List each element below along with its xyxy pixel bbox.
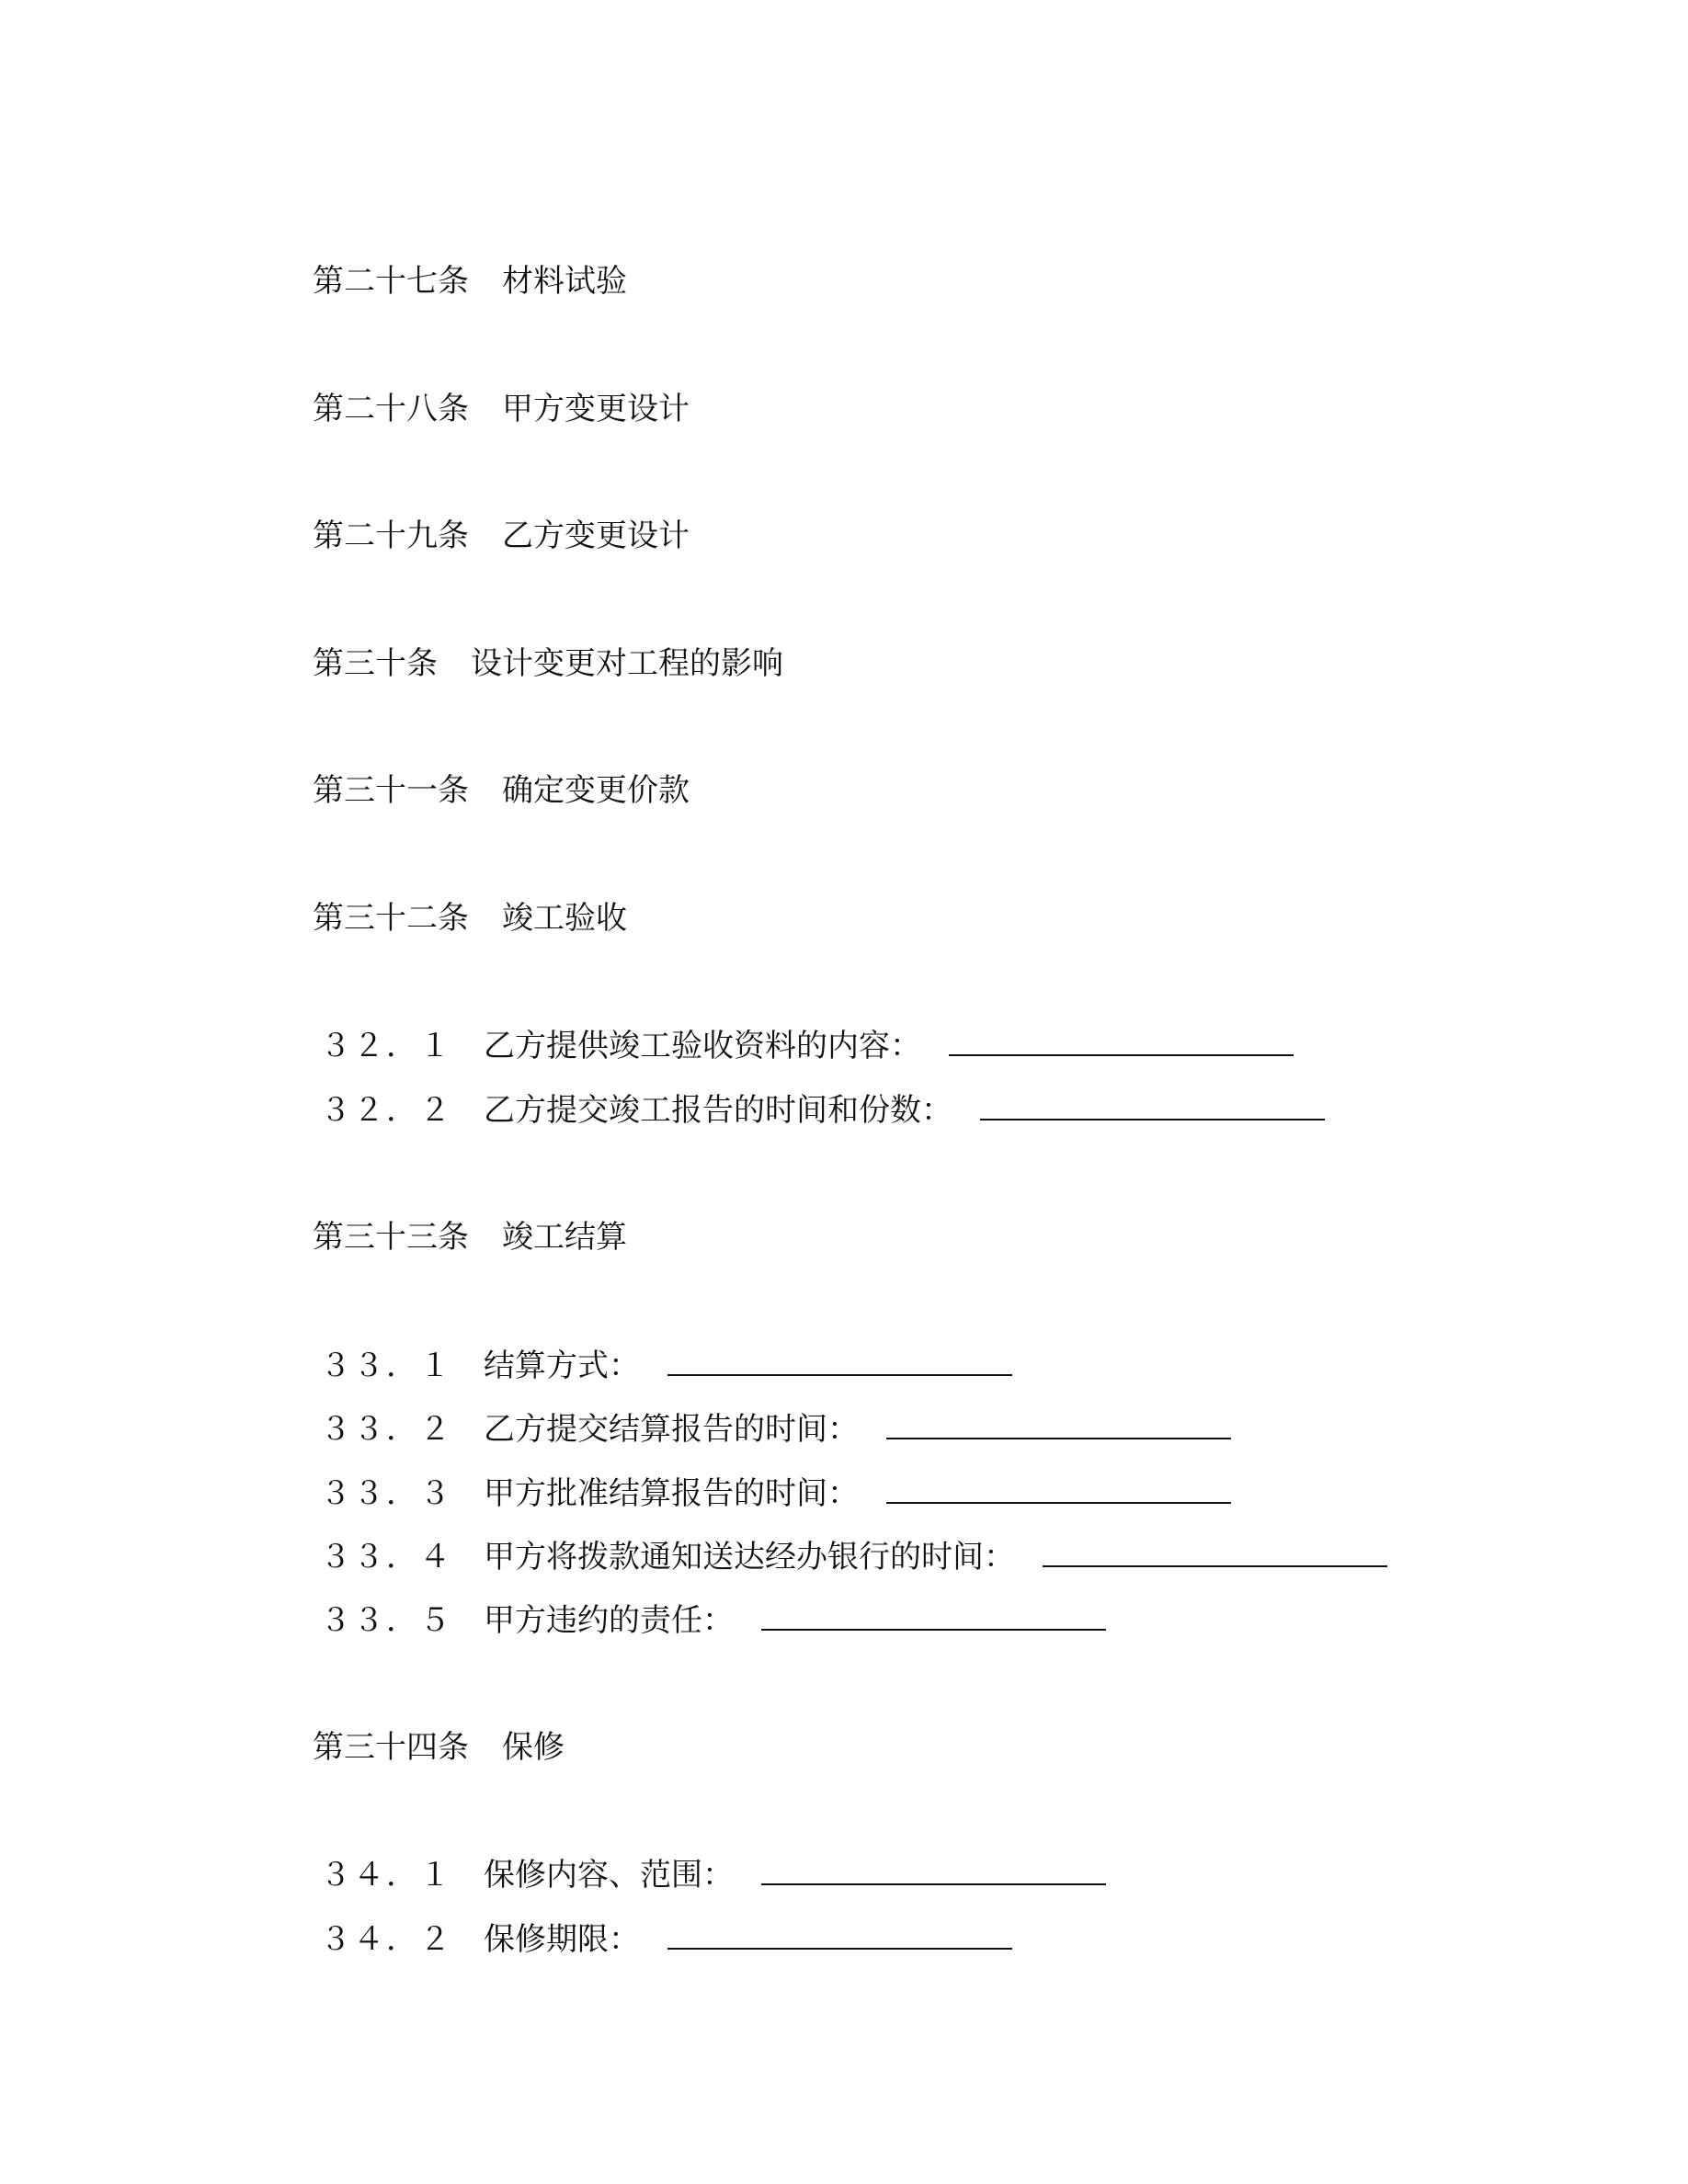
section-number: 第三十二条 — [313, 900, 469, 937]
section-number: 第三十条 — [313, 645, 438, 682]
section-number: 第三十一条 — [313, 772, 469, 809]
fill-in-blank[interactable] — [667, 1347, 1012, 1376]
fill-in-blank[interactable] — [667, 1920, 1012, 1950]
section-number: 第三十三条 — [313, 1219, 469, 1256]
item-number: ３３．４ — [320, 1539, 452, 1575]
list-item — [313, 1091, 1325, 1129]
list-item — [313, 1920, 1012, 1958]
section-heading — [313, 518, 690, 554]
list-item — [313, 1347, 1012, 1384]
section-number: 第二十八条 — [313, 391, 469, 427]
item-number: ３２．１ — [320, 1028, 452, 1064]
item-label: 乙方提交结算报告的时间： — [484, 1411, 859, 1448]
list-item — [313, 1474, 1231, 1512]
item-number: ３３．３ — [320, 1475, 452, 1512]
section-title: 竣工验收 — [502, 900, 627, 937]
section-number: 第三十四条 — [313, 1729, 469, 1766]
section-heading — [313, 391, 690, 427]
fill-in-blank[interactable] — [1043, 1538, 1387, 1567]
item-number: ３４．１ — [320, 1857, 452, 1894]
section-title: 设计变更对工程的影响 — [471, 645, 783, 682]
section-heading — [313, 263, 627, 300]
section-heading — [313, 900, 627, 937]
section-title: 甲方变更设计 — [502, 391, 690, 427]
section-heading — [313, 645, 783, 682]
item-label: 乙方提交竣工报告的时间和份数： — [484, 1092, 952, 1129]
item-label: 甲方将拨款通知送达经办银行的时间： — [484, 1539, 1015, 1575]
list-item — [313, 1410, 1231, 1448]
item-number: ３３．１ — [320, 1348, 452, 1384]
section-heading — [313, 1219, 627, 1256]
list-item — [313, 1538, 1387, 1575]
section-heading — [313, 1729, 565, 1766]
item-number: ３３．５ — [320, 1602, 452, 1639]
fill-in-blank[interactable] — [761, 1601, 1106, 1631]
item-label: 乙方提供竣工验收资料的内容： — [484, 1028, 921, 1064]
fill-in-blank[interactable] — [761, 1856, 1106, 1885]
item-number: ３３．２ — [320, 1411, 452, 1448]
list-item — [313, 1601, 1106, 1639]
fill-in-blank[interactable] — [980, 1091, 1325, 1120]
fill-in-blank[interactable] — [886, 1410, 1231, 1439]
section-title: 确定变更价款 — [502, 772, 690, 809]
list-item — [313, 1027, 1294, 1064]
fill-in-blank[interactable] — [949, 1027, 1294, 1056]
item-number: ３４．２ — [320, 1921, 452, 1958]
section-number: 第二十九条 — [313, 518, 469, 554]
section-title: 材料试验 — [502, 263, 627, 300]
section-title: 保修 — [502, 1729, 565, 1766]
item-label: 保修内容、范围： — [484, 1857, 734, 1894]
item-label: 结算方式： — [484, 1348, 640, 1384]
item-label: 保修期限： — [484, 1921, 640, 1958]
list-item — [313, 1856, 1106, 1894]
section-title: 竣工结算 — [502, 1219, 627, 1256]
section-title: 乙方变更设计 — [502, 518, 690, 554]
item-label: 甲方批准结算报告的时间： — [484, 1475, 859, 1512]
section-number: 第二十七条 — [313, 263, 469, 300]
section-heading — [313, 772, 690, 809]
item-number: ３２．２ — [320, 1092, 452, 1129]
item-label: 甲方违约的责任： — [484, 1602, 734, 1639]
fill-in-blank[interactable] — [886, 1474, 1231, 1504]
